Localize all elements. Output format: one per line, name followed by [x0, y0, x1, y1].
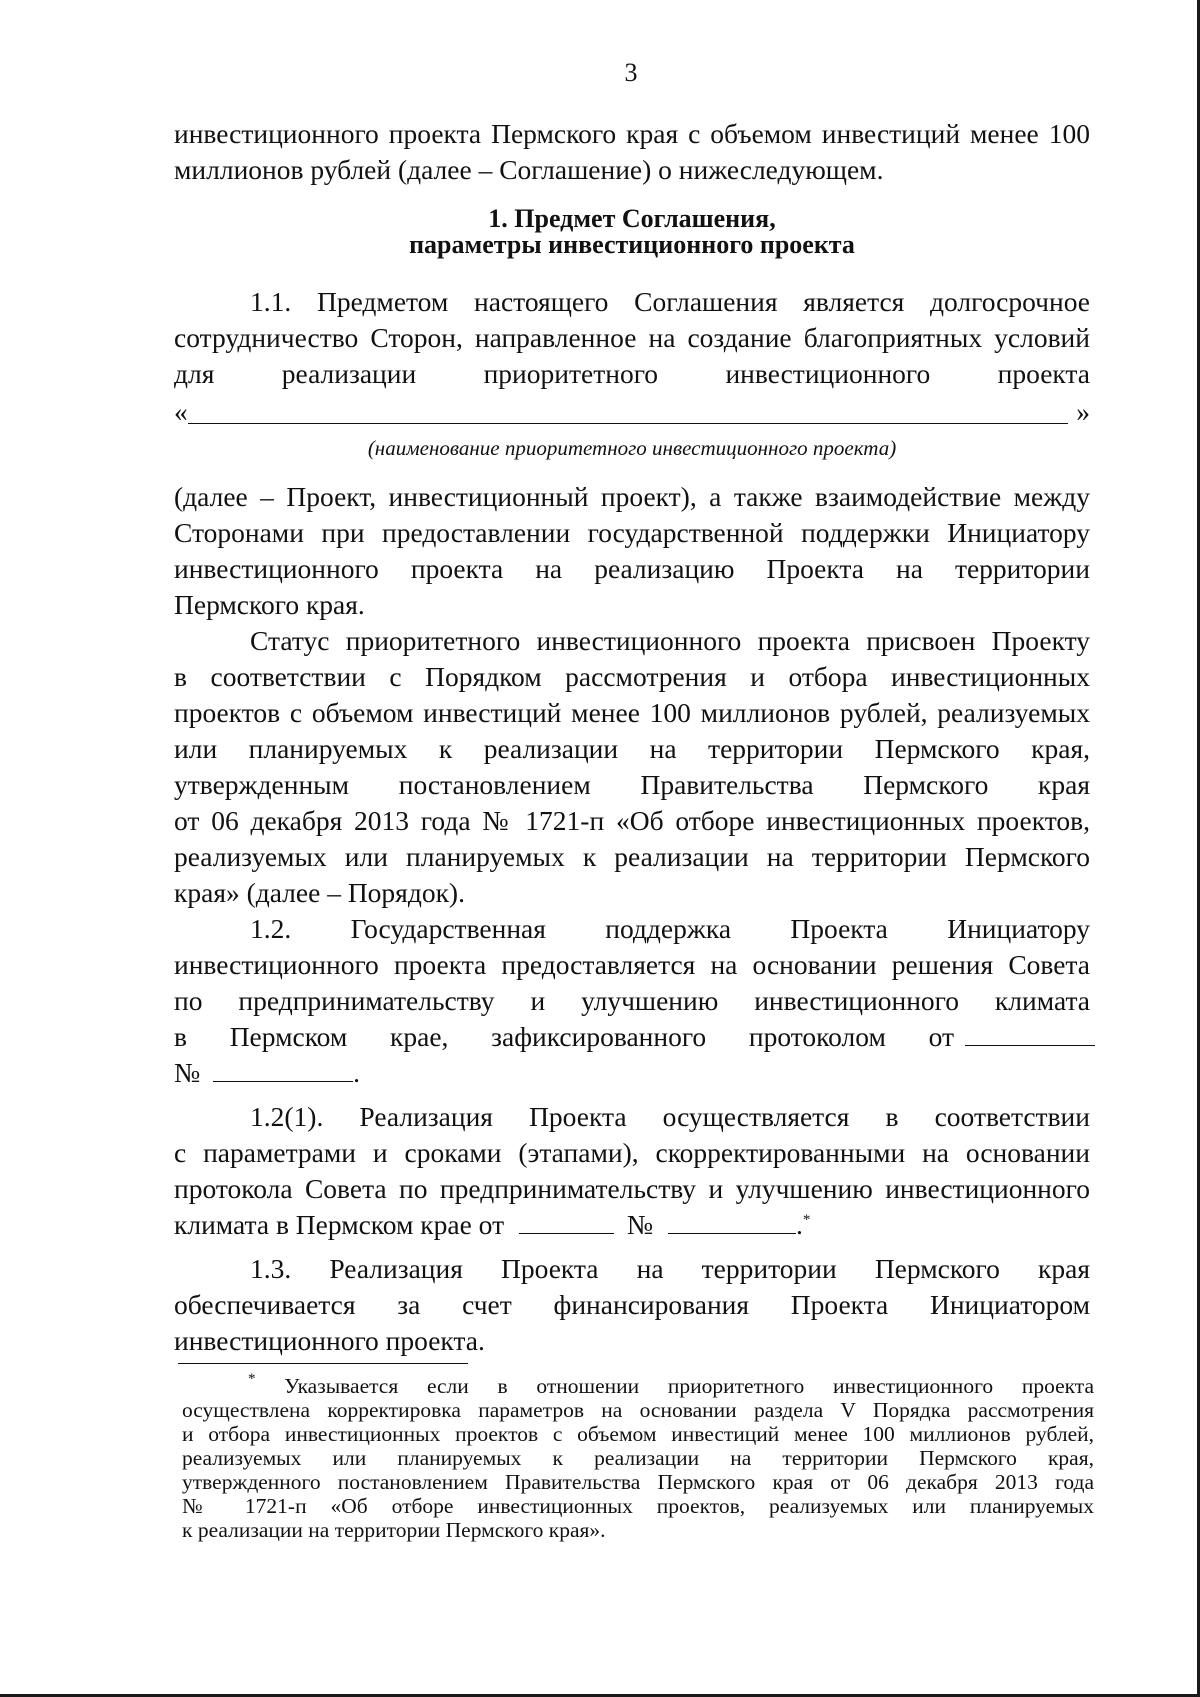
- p-status-line-2: в соответствии с Порядком рассмотрения и отбора инвестиционных: [174, 661, 1090, 692]
- p1-3-line-1: 1.3. Реализация Проекта на территории Пермского края: [250, 1253, 1090, 1284]
- council-date-blank: [519, 1213, 614, 1234]
- footnote-line-1-text: Указывается если в отношении приоритетного инвестиционного проекта: [284, 1374, 1094, 1398]
- footnote-reference: *: [802, 1212, 811, 1228]
- footnote-line-1: [248, 1371, 1094, 1398]
- project-name-underline: [188, 423, 1068, 424]
- section-heading-2: параметры инвестиционного проекта: [409, 230, 855, 259]
- p1-3-line-3: инвестиционного проекта.: [174, 1325, 485, 1356]
- p1-1-cont-line-4: Пермского края.: [174, 589, 365, 620]
- p1-2-line-5: [174, 1055, 1090, 1091]
- p1-1-line-1: 1.1. Предметом настоящего Соглашения является долгосрочное: [250, 286, 1090, 317]
- p1-3-line-2: обеспечивается за счет финансирования Проекта Инициатором: [174, 1289, 1090, 1320]
- p1-1-line-3: для реализации приоритетного инвестиционного проекта: [174, 358, 1090, 389]
- project-name-caption: (наименование приоритетного инвестиционного проекта): [367, 436, 897, 460]
- p-status-line-5: утвержденным постановлением Правительства Пермского края: [174, 769, 1090, 800]
- page-number: 3: [624, 58, 638, 87]
- p1-1-cont-line-2: Сторонами при предоставлении государственной поддержки Инициатору: [174, 517, 1090, 548]
- section-heading-1: 1. Предмет Соглашения,: [488, 204, 776, 233]
- p1-2-1-number-sign: №: [626, 1209, 654, 1240]
- footnote-line-6: № 1721-п «Об отборе инвестиционных проектов, реализуемых или планируемых: [182, 1494, 1094, 1518]
- p1-2-line-4: [174, 1019, 1090, 1055]
- p1-2-line-3: по предпринимательству и улучшению инвестиционного климата: [174, 985, 1090, 1016]
- p1-1-cont-line-1: (далее – Проект, инвестиционный проект), а также взаимодействие между: [174, 481, 1090, 512]
- p1-1-line-2: сотрудничество Сторон, направленное на создание благоприятных условий: [174, 322, 1090, 353]
- quote-open: «: [174, 396, 188, 427]
- footnote-line-5: утвержденного постановлением Правительства Пермского края от 06 декабря 2013 года: [182, 1470, 1094, 1494]
- p1-2-period: .: [353, 1057, 360, 1088]
- p1-2-1-line-3: протокола Совета по предпринимательству и улучшению инвестиционного: [174, 1173, 1090, 1204]
- project-name-blank: [174, 394, 1090, 430]
- intro-line-2: миллионов рублей (далее – Соглашение) о нижеследующем.: [174, 154, 884, 185]
- p-status-line-4: или планируемых к реализации на территории Пермского края,: [174, 733, 1090, 764]
- p-status-line-7: реализуемых или планируемых к реализации на территории Пермского: [174, 841, 1090, 872]
- council-number-blank: [668, 1213, 796, 1234]
- p1-2-1-line-2: с параметрами и сроками (этапами), скорректированными на основании: [174, 1137, 1090, 1168]
- p1-1-cont-line-3: инвестиционного проекта на реализацию Проекта на территории: [174, 553, 1090, 584]
- p1-2-line-4-text: в Пермском крае, зафиксированного протоколом от: [174, 1021, 954, 1052]
- protocol-number-blank: [213, 1061, 353, 1082]
- footnote-line-4: реализуемых или планируемых к реализации на территории Пермского края,: [182, 1446, 1094, 1470]
- p-status-line-3: проектов с объемом инвестиций менее 100 миллионов рублей, реализуемых: [174, 697, 1090, 728]
- p1-2-line-2: инвестиционного проекта предоставляется на основании решения Совета: [174, 949, 1090, 980]
- footnote-line-3: и отбора инвестиционных проектов с объемом инвестиций менее 100 миллионов рублей,: [182, 1422, 1094, 1446]
- footnote-mark: *: [248, 1371, 256, 1387]
- p-status-line-8: края» (далее – Порядок).: [174, 877, 465, 908]
- footnote-line-2: осуществлена корректировка параметров на основании раздела V Порядка рассмотрения: [182, 1398, 1094, 1422]
- footnote-line-7: к реализации на территории Пермского края».: [182, 1518, 606, 1542]
- p1-2-1-line-4: [174, 1207, 1090, 1243]
- p1-2-1-period: .: [795, 1209, 803, 1240]
- p1-2-1-last-text: климата в Пермском крае от: [174, 1209, 505, 1240]
- p-status-line-1: Статус приоритетного инвестиционного проекта присвоен Проекту: [250, 625, 1090, 656]
- p-status-line-6: от 06 декабря 2013 года № 1721-п «Об отборе инвестиционных проектов,: [174, 805, 1090, 836]
- p1-2-number-sign: №: [174, 1057, 201, 1088]
- p1-2-line-1: 1.2. Государственная поддержка Проекта Инициатору: [250, 913, 1090, 944]
- intro-line-1: инвестиционного проекта Пермского края с объемом инвестиций менее 100: [174, 118, 1090, 149]
- footnote-separator: [178, 1363, 468, 1364]
- p1-2-1-line-1: 1.2(1). Реализация Проекта осуществляется в соответствии: [250, 1101, 1090, 1132]
- quote-close: »: [1076, 396, 1090, 427]
- protocol-date-blank: [965, 1025, 1095, 1046]
